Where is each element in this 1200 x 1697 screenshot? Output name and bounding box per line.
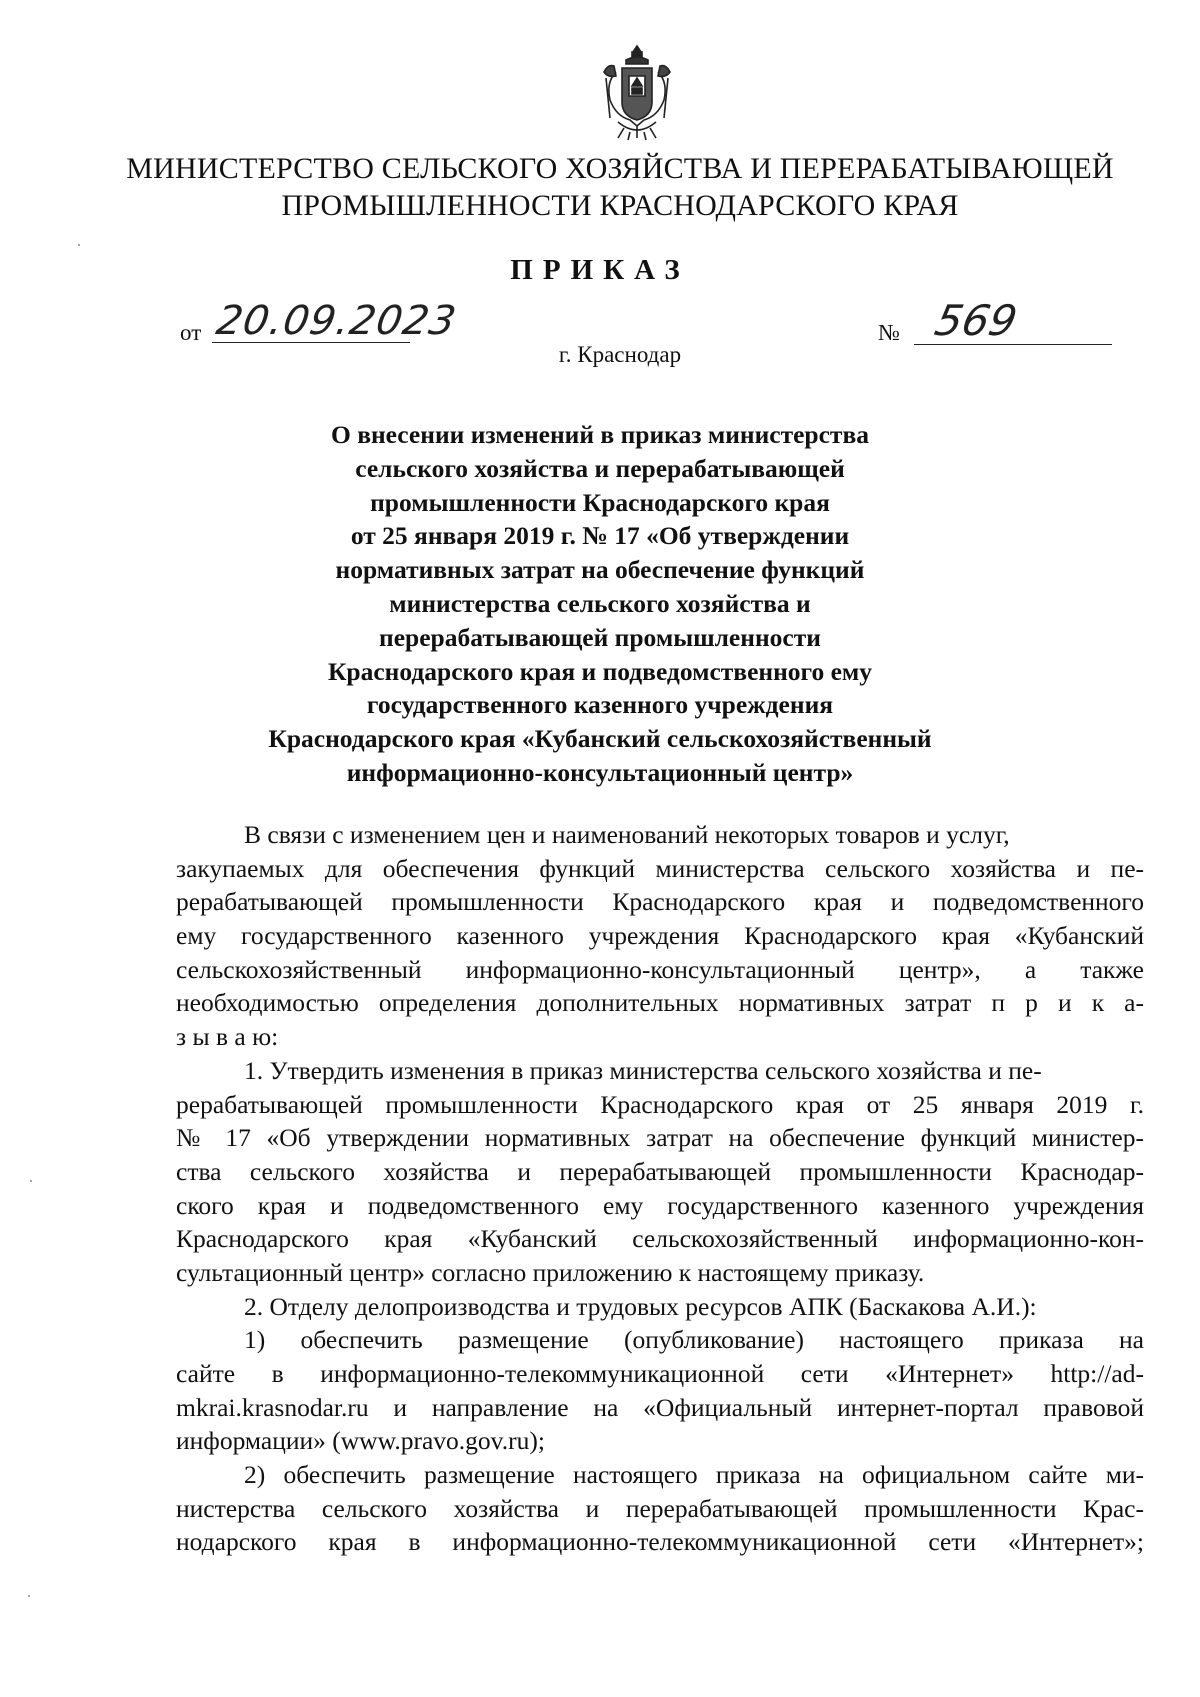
body-line: Краснодарского края «Кубанский сельскохозяйственный информационно-кон- — [176, 1224, 1144, 1254]
body-line: рерабатывающей промышленности Краснодарского края от 25 января 2019 г. — [176, 1089, 1144, 1119]
date-field — [180, 298, 461, 348]
body-line: информации» (www.pravo.gov.ru); — [176, 1426, 545, 1456]
subject-line: перерабатывающей промышленности — [379, 622, 821, 652]
body-line: № 17 «Об утверждении нормативных затрат на обеспечение функций министер- — [176, 1123, 1144, 1153]
body-line: ему государственного казенного учреждения Краснодарского края «Кубанский — [176, 921, 1144, 951]
body-line: нистерства сельского хозяйства и перерабатывающей промышленности Крас- — [176, 1493, 1144, 1523]
body-line: 1. Утвердить изменения в приказ министерства сельского хозяйства и пе- — [244, 1055, 1042, 1085]
subject-line: О внесении изменений в приказ министерства — [331, 420, 869, 449]
body-line: 2. Отделу делопроизводства и трудовых ресурсов АПК (Баскакова А.И.): — [244, 1291, 1037, 1321]
document-body — [176, 818, 1144, 1559]
subject-line: государственного казенного учреждения — [366, 690, 834, 720]
ministry-name-line-2: ПРОМЫШЛЕННОСТИ КРАСНОДАРСКОГО КРАЯ — [281, 189, 959, 222]
scan-speck — [78, 244, 80, 246]
subject-line: министерства сельского хозяйства и — [389, 588, 811, 618]
subject-line: промышленности Краснодарского края — [370, 487, 830, 517]
city-name: г. Краснодар — [558, 342, 682, 367]
body-line: сельскохозяйственный информационно-консультационный центр», а также — [176, 954, 1144, 984]
number-underline — [914, 344, 1112, 345]
handwritten-number: 569 — [930, 296, 1022, 345]
body-line: з ы в а ю: — [176, 1022, 279, 1052]
scan-speck — [30, 1180, 32, 1182]
subject-line: Краснодарского края и подведомственного ему — [327, 656, 873, 686]
document-type-title: ПРИКАЗ — [510, 254, 690, 286]
body-line: ского края и подведомственного ему государственного казенного учреждения — [176, 1190, 1144, 1220]
handwritten-date: 20.09.2023 — [212, 298, 461, 344]
date-underline — [212, 342, 410, 343]
subject-line: сельского хозяйства и перерабатывающей — [355, 453, 845, 483]
subject-line: нормативных затрат на обеспечение функций — [335, 555, 865, 585]
number-prefix: № — [878, 320, 900, 345]
body-line: сультационный центр» согласно приложению к настоящему приказу. — [176, 1257, 925, 1287]
document-subject — [260, 418, 940, 790]
body-line: рерабатывающей промышленности Краснодарского края и подведомственного — [176, 887, 1144, 917]
body-line: 1) обеспечить размещение (опубликование) настоящего приказа на — [244, 1325, 1144, 1355]
ministry-name — [120, 150, 1120, 224]
body-line: необходимостью определения дополнительных нормативных затрат п р и к а- — [176, 988, 1144, 1018]
body-line: 2) обеспечить размещение настоящего приказа на официальном сайте ми- — [244, 1460, 1144, 1490]
subject-line: Краснодарского края «Кубанский сельскохозяйственный — [268, 724, 932, 754]
body-line: В связи с изменением цен и наименований некоторых товаров и услуг, — [244, 820, 1010, 849]
body-line: ства сельского хозяйства и перерабатывающей промышленности Краснодар- — [176, 1156, 1144, 1186]
subject-line: информационно-консультационный центр» — [346, 757, 854, 787]
body-line: сайте в информационно-телекоммуникационной сети «Интернет» http://ad- — [176, 1359, 1144, 1388]
ministry-name-line-1: МИНИСТЕРСТВО СЕЛЬСКОГО ХОЗЯЙСТВА И ПЕРЕРАБАТЫВАЮЩЕЙ — [126, 152, 1114, 185]
subject-line: от 25 января 2019 г. № 17 «Об утверждении — [350, 521, 850, 551]
body-line: нодарского края в информационно-телекоммуникационной сети «Интернет»; — [176, 1527, 1144, 1557]
body-line: закупаемых для обеспечения функций министерства сельского хозяйства и пе- — [176, 853, 1144, 883]
number-field — [878, 298, 1118, 348]
coat-of-arms-emblem — [596, 42, 678, 142]
date-prefix: от — [180, 320, 202, 345]
scan-speck — [28, 1595, 30, 1597]
body-line: mkrai.krasnodar.ru и направление на «Официальный интернет-портал правовой — [176, 1392, 1144, 1422]
